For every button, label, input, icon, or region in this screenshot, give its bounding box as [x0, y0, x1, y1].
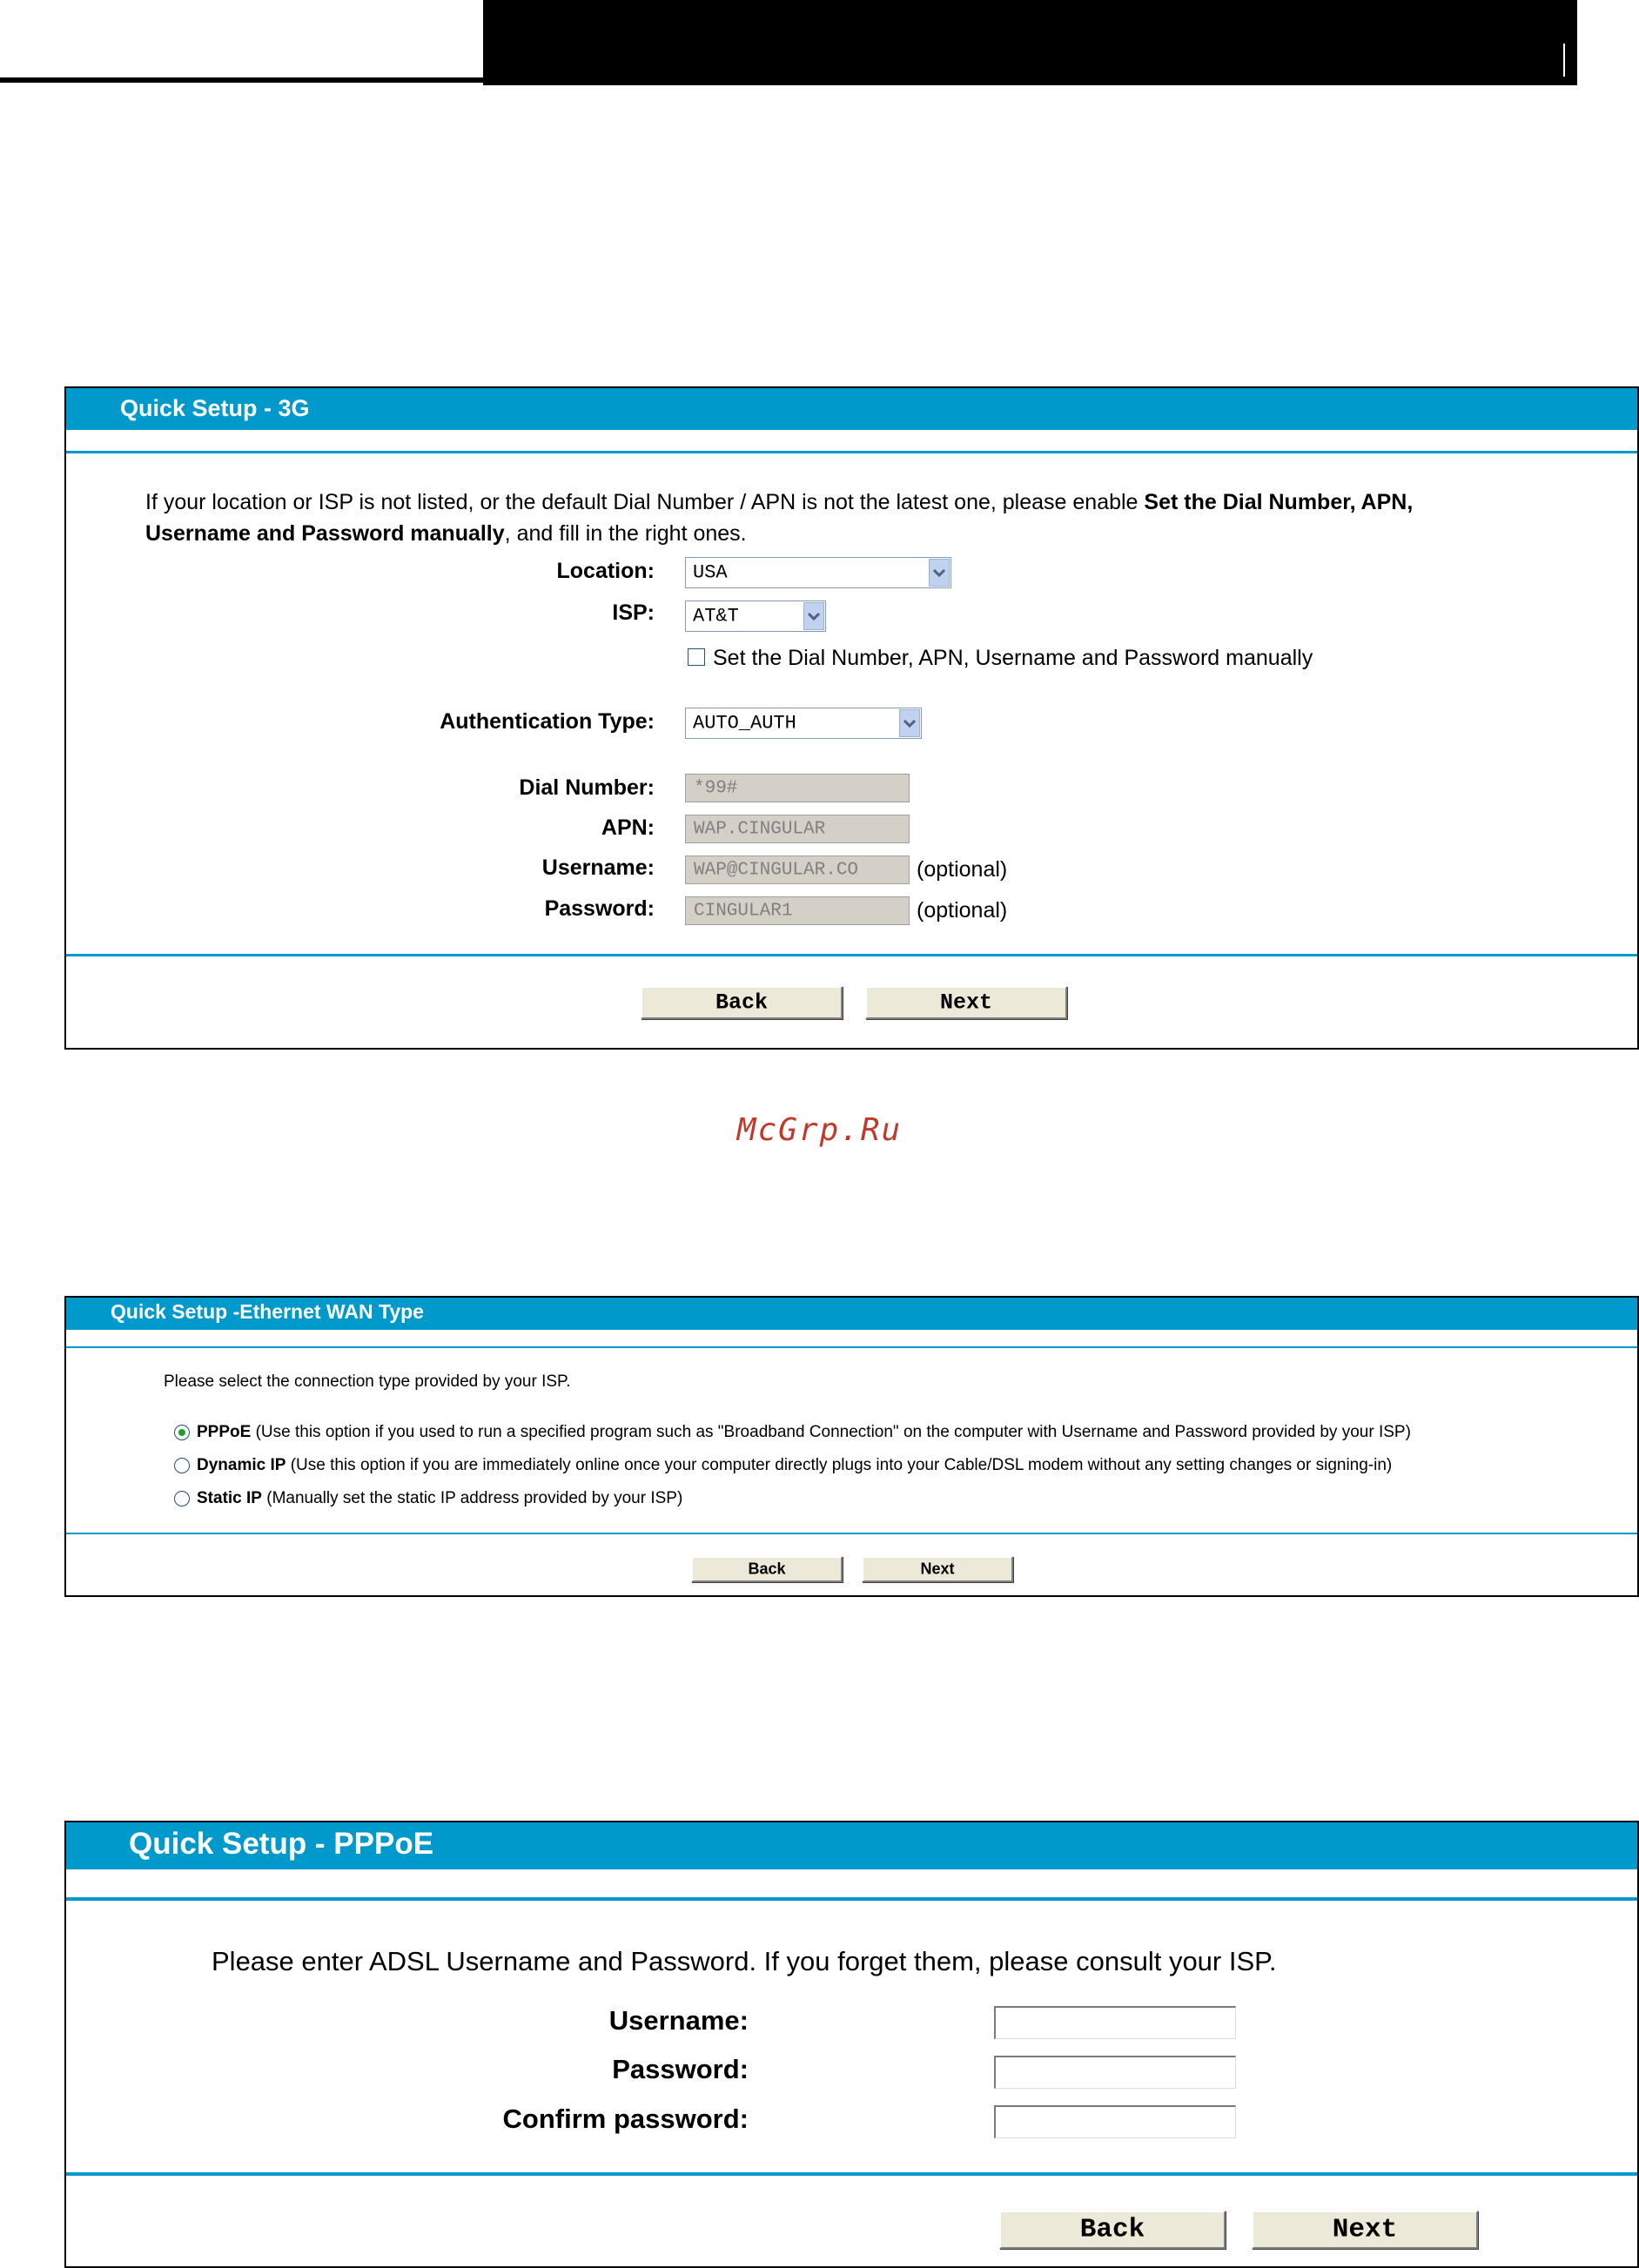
static-ip-option-label: Static IP (Manually set the static IP address provided by your ISP) [197, 1489, 683, 1507]
panel-title: Quick Setup - PPPoE [66, 1822, 1637, 1869]
chevron-down-icon [803, 602, 824, 630]
panel-title: Quick Setup - 3G [66, 388, 1637, 430]
username-label: Username: [541, 856, 655, 880]
dial-number-field[interactable]: *99# [685, 774, 910, 802]
dial-number-label: Dial Number: [519, 775, 655, 800]
dynamic-ip-option-label: Dynamic IP (Use this option if you are immediately online once your computer directly plugs into your Cable/DSL modem without any setting changes or signing-in) [197, 1456, 1393, 1474]
next-button[interactable]: Next [865, 986, 1067, 1019]
chevron-down-icon [929, 559, 950, 587]
location-label: Location: [556, 559, 655, 583]
pppoe-option-label: PPPoE (Use this option if you used to run a specified program such as "Broadband Connection" on the computer with Username and Password provided by your ISP) [197, 1423, 1411, 1441]
manual-settings-checkbox[interactable] [688, 648, 705, 666]
next-button[interactable]: Next [1252, 2211, 1478, 2249]
isp-select[interactable] [685, 601, 826, 632]
next-button[interactable]: Next [862, 1556, 1013, 1582]
footer-rule [66, 2172, 1637, 2176]
isp-label: ISP: [612, 601, 655, 625]
back-button[interactable]: Back [999, 2211, 1226, 2249]
username-field[interactable]: WAP@CINGULAR.CO [685, 856, 910, 884]
confirm-password-input[interactable] [994, 2105, 1236, 2138]
password-input[interactable] [994, 2056, 1236, 2089]
quick-setup-pppoe-panel [64, 1821, 1639, 2268]
auth-type-value: AUTO_AUTH [693, 712, 796, 735]
adsl-prompt: Please enter ADSL Username and Password. If you forget them, please consult your ISP. [212, 1946, 1277, 1976]
auth-type-select[interactable] [685, 708, 922, 739]
confirm-password-label: Confirm password: [502, 2104, 749, 2134]
back-button[interactable]: Back [691, 1556, 843, 1582]
title-rule [66, 451, 1637, 453]
password-field[interactable]: CINGULAR1 [685, 896, 910, 925]
dynamic-ip-radio[interactable] [174, 1458, 190, 1473]
password-label: Password: [612, 2054, 749, 2084]
username-optional-note: (optional) [917, 857, 1008, 882]
manual-settings-label: Set the Dial Number, APN, Username and Password manually [713, 646, 1313, 670]
header-underline [0, 77, 483, 83]
username-input[interactable] [994, 2006, 1236, 2039]
footer-rule [66, 954, 1637, 956]
location-value: USA [693, 561, 728, 584]
title-rule [66, 1897, 1637, 1901]
isp-value: AT&T [693, 605, 739, 627]
apn-field[interactable]: WAP.CINGULAR [685, 815, 910, 843]
footer-rule [66, 1533, 1637, 1534]
password-optional-note: (optional) [917, 898, 1008, 923]
intro-text: If your location or ISP is not listed, or the default Dial Number / APN is not the latest one, please enable Set the Dial Number, APN, Username and Password manually, and fill in the right ones. [145, 490, 1414, 546]
back-button[interactable]: Back [641, 986, 843, 1019]
panel-title: Quick Setup -Ethernet WAN Type [66, 1298, 1637, 1330]
header-bar [483, 0, 1577, 85]
location-select[interactable] [685, 557, 951, 588]
apn-label: APN: [601, 815, 655, 840]
username-label: Username: [608, 2005, 749, 2036]
connection-type-prompt: Please select the connection type provided by your ISP. [164, 1372, 571, 1391]
auth-type-label: Authentication Type: [440, 709, 655, 734]
title-rule [66, 1346, 1637, 1348]
watermark-text: McGrp.Ru [736, 1112, 903, 1148]
header-divider [1563, 44, 1565, 77]
password-label: Password: [544, 896, 655, 921]
chevron-down-icon [899, 709, 920, 737]
pppoe-radio[interactable] [174, 1425, 190, 1440]
quick-setup-3g-panel [64, 386, 1639, 1050]
static-ip-radio[interactable] [174, 1491, 190, 1506]
ethernet-wan-type-panel [64, 1296, 1639, 1597]
